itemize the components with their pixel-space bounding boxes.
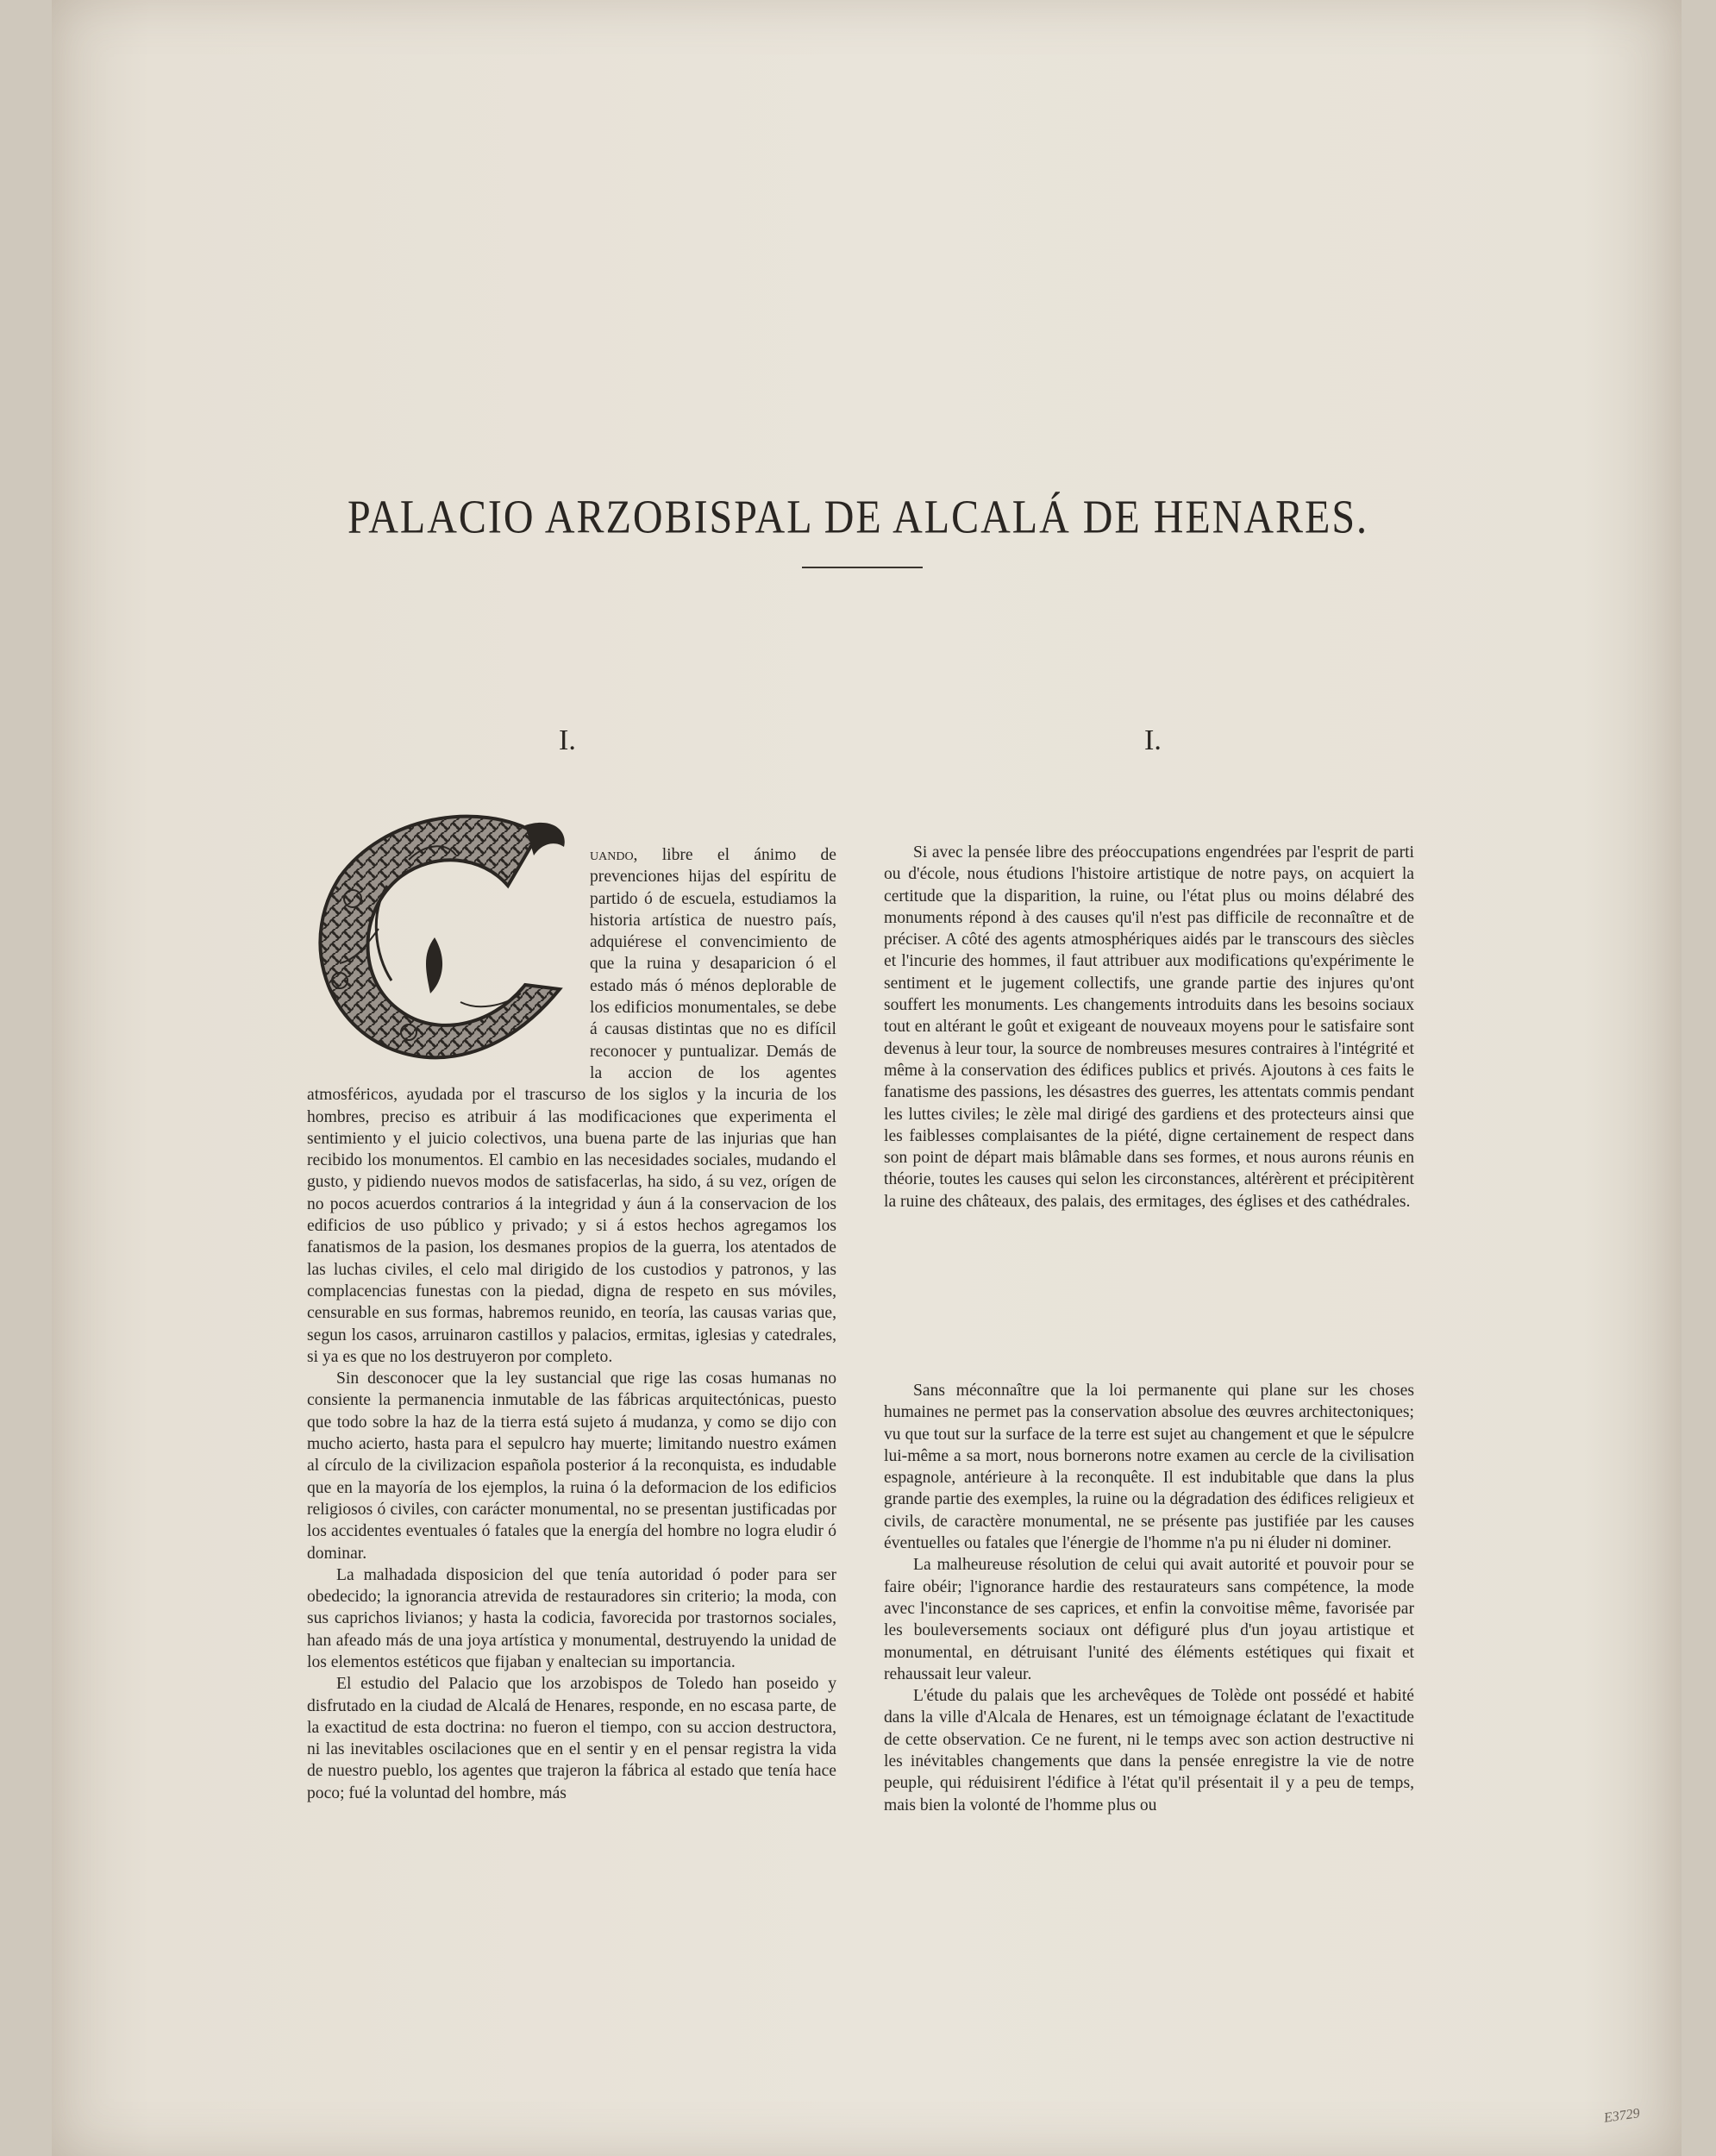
french-paragraph-2: Sans méconnaître que la loi permanente qui plane sur les choses humaines ne permet pas la conservation absolue des œuvres architectoniques; vu que tout sur la surface de la terre est sujet au changement et que le sépulcre lui-même a sa mort, nous bornerons notre examen au cercle de la civilisation espagnole, antérieure à la reconquête. Il est indubitable que dans la plus grande partie des exemples, la ruine ou la dégradation des édifices religieux et civils, de caractère monumental, ne se présente pas justifiée par les causes éventuelles ou fatales que l'énergie de l'homme n'a pu ni éluder ni dominer. bbox=[884, 1382, 1414, 1553]
spanish-paragraph-1 bbox=[307, 844, 836, 1368]
decorated-initial-c-icon bbox=[305, 808, 578, 1067]
french-paragraph-1: Si avec la pensée libre des préoccupations engendrées par l'esprit de parti ou d'école, nous étudions l'histoire artistique de notre pays, on acquiert la certitude que la disparition, la ruine, ou l'état plus ou moins délabré des monuments répond à des causes qu'il n'est pas difficile de reconnaître et de préciser. A côté des agents atmosphériques aidés par le transcours des siècles et l'incurie des hommes, il faut attribuer aux modifications qu'expérimente le sentiment et le jugement collectifs, une grande partie des injures qu'ont souffert les monuments. Les changements introduits dans les besoins sociaux tout en altérant le goût et exigeant de nouveaux moyens pour le satisfaire sont devenus à leur tour, la source de nombreuses mesures contraires à l'intégrité et même à la conservation des édifices publics et privés. Ajoutons à ces faits le fanatisme des passions, les désastres des guerres, les attentats commis pendant les luttes civiles; le zèle mal dirigé des gardiens et des protecteurs ainsi que les faiblesses complaisantes de la piété, digne certainement de respect dans son point de départ mais blâmable dans ses formes, et nous aurons réunis en théorie, toutes les causes qui selon les circonstances, altérèrent et précipitèrent la ruine des châteaux, des palais, des ermitages, des églises et des cathédrales. bbox=[884, 843, 1414, 1211]
french-column-top bbox=[884, 842, 1414, 1213]
title-rule bbox=[802, 567, 923, 568]
french-column-bottom bbox=[884, 1380, 1414, 1816]
french-paragraph-3: La malheureuse résolution de celui qui avait autorité et pouvoir pour se faire obéir; l'ignorance hardie des restaurateurs sans compétence, la mode avec l'inconstance de ses caprices, et enfin la convoitise même, favorisée par les bouleversements sociaux ont défiguré plus d'un joyau artistique et monumental, en détruisant l'unité des éléments estétiques qui fixait et rehaussait leur valeur. bbox=[884, 1556, 1414, 1683]
page-sheet bbox=[52, 0, 1682, 2156]
page-title: PALACIO ARZOBISPAL DE ALCALÁ DE HENARES. bbox=[347, 491, 1369, 544]
spanish-initial-caps: uando, bbox=[590, 846, 638, 864]
spanish-paragraph-3: La malhadada disposicion del que tenía autoridad ó poder para ser obedecido; la ignorancia atrevida de restauradores sin criterio; la moda, con sus caprichos livianos; y hasta la codicia, favorecida por trastornos sociales, han afeado más de una joya artística y monumental, destruyendo la unidad de los elementos estéticos que fijaban y enaltecian su importancia. bbox=[307, 1565, 836, 1671]
section-number-right: I. bbox=[1144, 724, 1162, 756]
section-number-left: I. bbox=[559, 724, 576, 756]
french-paragraph-4: L'étude du palais que les archevêques de Tolède ont possédé et habité dans la ville d'Alcala de Henares, est un témoignage éclatant de l'exactitude de cette observation. Ce ne furent, ni le temps avec son action destructive ni les inévitables changements que dans la pensée enregistre la vie de notre peuple, qui réduisirent l'édifice à l'état qu'il présentait il y a peu de temps, mais bien la volonté de l'homme plus ou bbox=[884, 1687, 1414, 1814]
spanish-paragraph-4: El estudio del Palacio que los arzobispos de Toledo han poseido y disfrutado en la ciudad de Alcalá de Henares, responde, en no escasa parte, de la exactitud de esta doctrina: no fueron el tiempo, con su accion destructora, ni las inevitables oscilaciones que en el sentir y en el pensar registra la vida de nuestro pueblo, los agentes que trajeron la fábrica al estado que tenía hace poco; fué la voluntad del hombre, más bbox=[307, 1675, 836, 1802]
spanish-paragraph-2: Sin desconocer que la ley sustancial que rige las cosas humanas no consiente la permanencia inmutable de las fábricas arquitectónicas, puesto que todo sobre la haz de la tierra está sujeto á mudanza, y como se dijo con mucho acierto, hasta para el sepulcro hay muerte; limitando nuestro exámen al círculo de la civilizacion española posterior á la reconquista, es indudable que en la mayoría de los ejemplos, la ruina ó la deformacion de los edificios religiosos ó civiles, con carácter monumental, no se presentan justificadas por los accidentes eventuales ó fatales que la energía del hombre no logra eludir ó dominar. bbox=[307, 1369, 836, 1563]
spanish-paragraph-1-text: libre el ánimo de prevenciones hijas del espíritu de partido ó de escuela, estudiamos la historia artística de nuestro país, adquiérese el convencimiento de que la ruina y desaparicion ó el estado más ó ménos deplorable de los edificios monumentales, se debe á causas distintas que no es difícil reconocer y puntualizar. Demás de la accion de los agentes atmosféricos, ayudada por el trascurso de los siglos y la incuria de los hombres, preciso es atribuir á las modificaciones que experimenta el sentimiento y el juicio colectivos, una buena parte de las injurias que han recibido los monumentos. El cambio en las necesidades sociales, mudando el gusto, y pidiendo nuevos modos de satisfacerlas, ha sido, á su vez, orígen de no pocos acuerdos contrarios á la integridad y áun á la conservacion de los edificios de uso público y privado; y si á estos hechos agregamos los fanatismos de la pasion, los desmanes propios de la guerra, los atentados de las luchas civiles, el celo mal dirigido de los custodios y patronos, y las complacencias funestas con la piedad, digna de respeto en sus móviles, censurable en sus formas, habremos reunido, en teoría, las causas varias que, segun los casos, arruinaron castillos y palacios, ermitas, iglesias y catedrales, si ya es que no los destruyeron por completo. bbox=[307, 846, 836, 1366]
archive-mark: E3729 bbox=[1602, 2106, 1641, 2126]
spanish-column bbox=[307, 844, 836, 1804]
